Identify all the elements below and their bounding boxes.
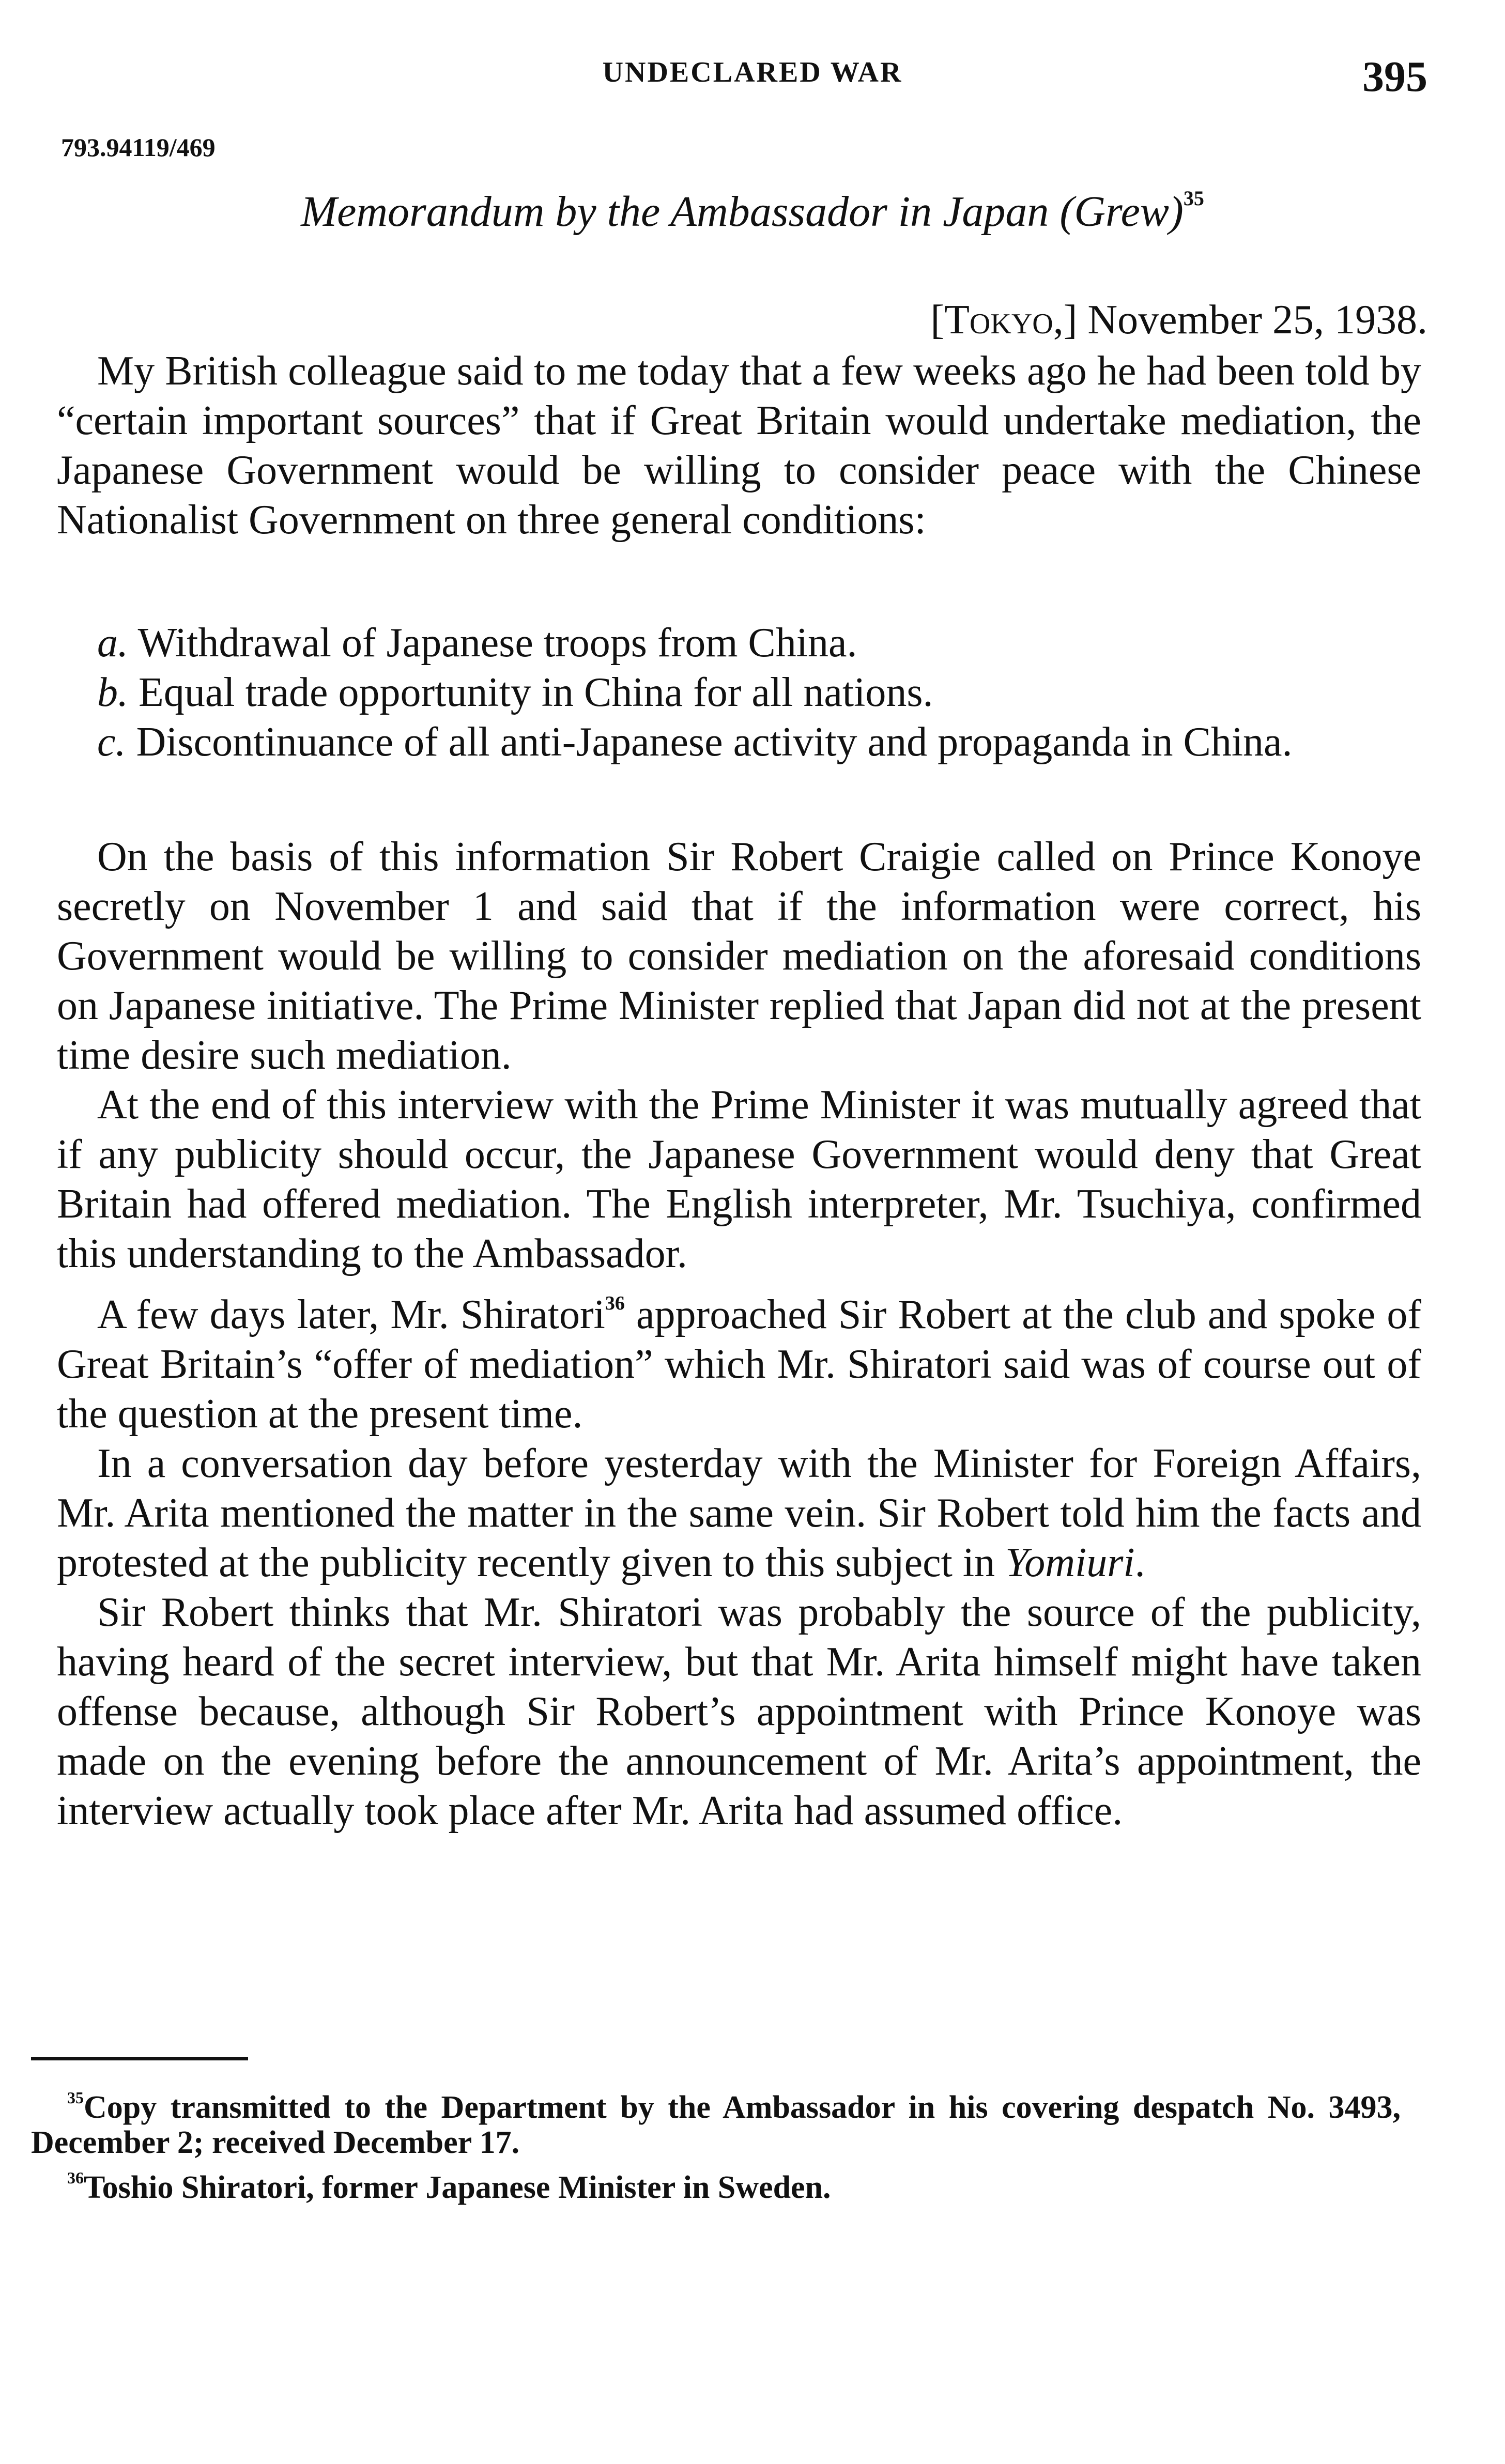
dateline (930, 297, 1427, 344)
page-number: 395 (1362, 53, 1427, 101)
footnote-35 (31, 2080, 1401, 2160)
paragraph-3: At the end of this interview with the Prime Minister it was mutually agreed that if any publicity should occur, the Japanese Government would deny that Great Britain had offered mediation. The English interpreter, Mr. Tsuchiya, confirmed this understanding to the Ambassador. (57, 1082, 1421, 1276)
footnote-mark: 35 (67, 2088, 84, 2107)
footnote-mark: 36 (67, 2168, 84, 2187)
footnote-text: Copy transmitted to the Department by the Ambassador in his covering despatch No. 3493, December 2; received December 17. (31, 2090, 1401, 2160)
footnote-text: Toshio Shiratori, former Japanese Minister in Sweden. (84, 2170, 831, 2205)
paragraph-6: Sir Robert thinks that Mr. Shiratori was probably the source of the publicity, having heard of the secret interview, but that Mr. Arita himself might have taken offense because, although Sir Robert’s appointment with Prince Konoye was made on the evening before the announcement of Mr. Arita’s appointment, the interview actually took place after Mr. Arita had assumed office. (57, 1590, 1421, 1834)
footnotes (31, 2080, 1401, 2205)
paragraph-2: On the basis of this information Sir Robert Craigie called on Prince Konoye secretly on November 1 and said that if the information were correct, his Government would be willing to consider mediation on the aforesaid conditions on Japanese initiative. The Prime Minister replied that Japan did not at the present time desire such mediation. (57, 834, 1421, 1078)
paragraph-4 (57, 1279, 1421, 1439)
footnote-divider (31, 2057, 248, 2060)
paragraph-5-end: . (1134, 1540, 1145, 1585)
footnote-ref-36[interactable]: 36 (605, 1292, 625, 1314)
condition-letter: c. (97, 719, 126, 765)
conditions-list (57, 618, 1421, 767)
footnote-36 (31, 2160, 1401, 2205)
condition-text: Withdrawal of Japanese troops from China. (137, 620, 857, 666)
dateline-date: November 25, 1938. (1087, 297, 1427, 343)
body-part-1 (57, 346, 1421, 545)
title-text: Memorandum by the Ambassador in Japan (Grew) (301, 188, 1184, 236)
file-number: 793.94119/469 (61, 133, 216, 162)
paragraph-5-start: In a conversation day before yesterday with the Minister for Foreign Affairs, Mr. Arita mentioned the matter in the same vein. Sir Robert told him the facts and protested at the publicity recently given to this subject in (57, 1441, 1421, 1585)
running-header: UNDECLARED WAR (602, 56, 903, 88)
condition-text: Discontinuance of all anti-Japanese activity and propaganda in China. (136, 719, 1293, 765)
paragraph-4-start: A few days later, Mr. Shiratori (97, 1292, 605, 1337)
condition-item (57, 668, 1421, 717)
condition-text: Equal trade opportunity in China for all nations. (139, 670, 933, 715)
document-title (0, 186, 1505, 237)
title-footnote-ref[interactable]: 35 (1183, 187, 1204, 210)
body-part-2 (57, 832, 1421, 1836)
dateline-place: [Tokyo,] (930, 297, 1078, 343)
condition-item (57, 618, 1421, 668)
condition-letter: a. (97, 620, 128, 666)
condition-letter: b. (97, 670, 128, 715)
newspaper-name: Yomiuri (1005, 1540, 1135, 1585)
condition-item (57, 717, 1421, 767)
paragraph-5 (57, 1439, 1421, 1588)
paragraph-4-end: approached Sir Robert at the club and spoke of Great Britain’s “offer of mediation” which Mr. Shiratori said was of course out of the question at the present time. (57, 1292, 1421, 1437)
conditions-block (57, 618, 1421, 767)
paragraph-1: My British colleague said to me today that a few weeks ago he had been told by “certain important sources” that if Great Britain would undertake mediation, the Japanese Government would be willing to consider peace with the Chinese Nationalist Government on three general conditions: (57, 348, 1421, 543)
